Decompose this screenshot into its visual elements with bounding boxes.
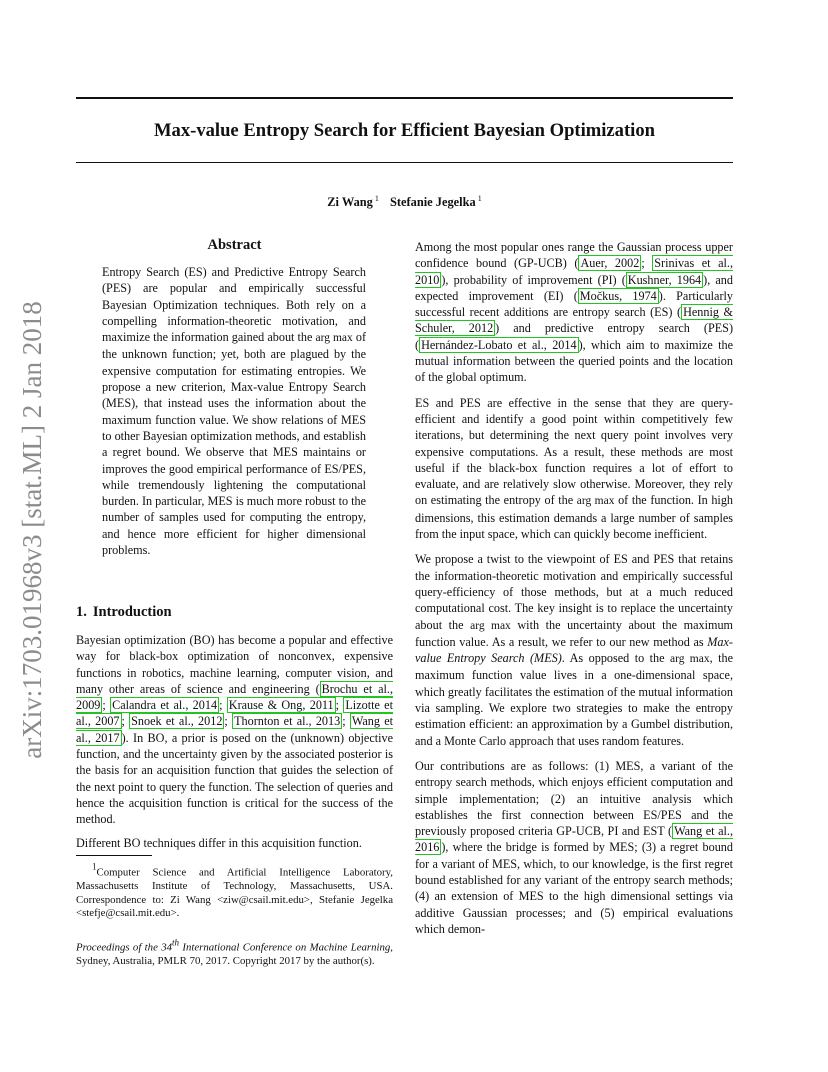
- right-paragraph-3: [415, 551, 733, 749]
- citation-link[interactable]: Wang et al., 2017: [76, 714, 394, 745]
- author-2-affiliation-mark: 1: [477, 194, 482, 203]
- abstract-heading: Abstract: [207, 237, 262, 253]
- proceedings-note: [76, 937, 393, 969]
- text: ). Particularly successful recent additions are entropy search (ES) (: [415, 288, 733, 320]
- abstract-argmax: arg max: [315, 332, 353, 345]
- text: with the uncertainty about the maximum function value. As a result, we refer to our new method as: [415, 617, 734, 649]
- intro-text-tail: ). In BO, a prior is posed on the (unknown) objective function, and the uncertainty given by the associated posterior is the basis for an acquisition function that guides the selection of the next point to query the function. The selection of queries and hence the acquisition function is critical for the success of the method.: [76, 730, 393, 827]
- text: Among the most popular ones range the Gaussian process upper confidence bound (GP-UCB) (: [415, 240, 733, 271]
- proceedings-number: 34: [161, 941, 173, 954]
- text: of the function. In high dimensions, this estimation demands a large number of samples from the input space, which can quickly become inefficient.: [415, 493, 734, 542]
- citation-link[interactable]: Močkus, 1974: [579, 288, 657, 303]
- intro-p2-text: Different BO techniques differ in this acquisition function.: [76, 836, 362, 850]
- author-list: [76, 191, 733, 210]
- author-1: [327, 195, 379, 209]
- text: ), probability of improvement (PI) (: [441, 272, 626, 287]
- section-heading-introduction: [76, 603, 172, 621]
- section-title: Introduction: [92, 604, 172, 620]
- abstract-text-2: of the unknown function; yet, both are plagued by the expensive computation for estimating entropies. We propose a new criterion, Max-value Entropy Search (MES), that instead uses the information about the maximum function value. We show relations of MES to other Bayesian optimization methods, and establish a regret bound. We observe that MES maintains or improves the good empirical performance of ES/PES, while tremendously lightening the computational burden. In particular, MES is much more robust to the number of samples used for computing the entropy, and hence more efficient for higher dimensional problems.: [102, 330, 367, 558]
- footnote-mark-number: 1: [92, 861, 97, 871]
- citation-link[interactable]: Brochu et al., 2009: [76, 681, 393, 713]
- intro-text: Bayesian optimization (BO) has become a popular and effective way for black-box optimization of nonconvex, expensive functions in robotics, machine learning, computer vision, and many other areas of science and engineering (: [76, 633, 393, 696]
- text: ), which aim to maximize the mutual information between the queried points and the location of the global optimum.: [415, 337, 733, 385]
- citation-link[interactable]: Lizotte et al., 2007: [76, 698, 393, 729]
- method-name: Max-value Entropy Search (MES): [415, 634, 733, 666]
- proceedings-italic-1: Proceedings of the: [76, 941, 162, 954]
- right-column: [415, 239, 733, 937]
- citation-link[interactable]: Hernández-Lobato et al., 2014: [421, 337, 577, 352]
- text: ), where the bridge is formed by MES; (3) a regret bound for a variant of MES, which, to our knowledge, is the first regret bound established for any variant of the entropy search methods; (4) an extension of MES to the high dimensional settings via additive Gaussian processes; and (5) empirical evaluations which demon-: [415, 840, 733, 936]
- text: We propose a twist to the viewpoint of ES and PES that retains the information-theoretic motivation and empirically successful query-efficiency of those methods, but at a much reduced computational cost. The key insight is to replace the uncertainty about the: [415, 552, 733, 632]
- argmax: arg max: [576, 495, 615, 508]
- text: ) and predictive entropy search (PES) (: [415, 321, 733, 352]
- paper-title: Max-value Entropy Search for Efficient Bayesian Optimization: [154, 120, 655, 141]
- text: , the maximum function value lives in a one-dimensional space, which greatly facilitates the estimation of the mutual information via sampling. We explore two strategies to make the entropy estimation efficient: an approximation by a Gumbel distribution, and a Monte Carlo approach that uses random features.: [415, 651, 734, 748]
- citation-link[interactable]: Auer, 2002: [580, 256, 640, 271]
- footnote: [76, 862, 393, 968]
- intro-paragraph-2: [76, 835, 393, 851]
- right-paragraph-1: Among the most popular ones range the Gaussian process upper confidence bound (GP-UCB) ( Auer, 2002 ; Srinivas et al., 2010 ), probability of improvement (PI) ( Kushner, 1964 ), and expected improvement (EI) ( Močkus, 1974 ). Particularly successful recent additions are entropy search (ES) ( Hennig & Schuler, 2012 ) and predictive entropy search (PES) ( Hernández-Lobato et al., 2014 ), which aim to maximize the mutual information between the queried points and the location of the global optimum.: [415, 240, 734, 385]
- citation-link[interactable]: Calandra et al., 2014: [112, 698, 218, 713]
- citation-link[interactable]: Kushner, 1964: [627, 272, 702, 287]
- footnote-rule: [76, 855, 152, 856]
- footnote-mark: [92, 861, 97, 877]
- argmax: arg max: [670, 653, 710, 666]
- citation-link[interactable]: Wang et al., 2016: [415, 824, 733, 855]
- section-number: 1.: [76, 604, 87, 620]
- footnote-affiliation: Computer Science and Artificial Intelligence Laboratory, Massachusetts Institute of Technology, Massachusetts, USA. Correspondence to: Zi Wang <ziw@csail.mit.edu>, Stefanie Jegelka <stefje@csail.mit.edu>.: [76, 866, 393, 920]
- right-paragraph-4: [415, 758, 733, 937]
- proceedings-superscript: th: [172, 937, 180, 948]
- citation-link[interactable]: Hennig & Schuler, 2012: [415, 305, 734, 336]
- title-bottom-rule: [76, 162, 733, 163]
- citation-link[interactable]: Thornton et al., 2013: [234, 714, 341, 729]
- abstract-text-1: Entropy Search (ES) and Predictive Entropy Search (PES) are popular and empirically successful Bayesian Optimization techniques. Both rely on a compelling information-theoretic motivation, and maximize the information gained about the: [102, 265, 366, 345]
- author-1-name: Zi Wang: [327, 195, 373, 210]
- text: . As opposed to the: [561, 651, 671, 666]
- arxiv-identifier-stamp: arXiv:1703.01968v3 [stat.ML] 2 Jan 2018: [17, 301, 47, 759]
- text: ES and PES are effective in the sense that they are query-efficient and identify a good point within competitively few iterations, but determining the next query point involves very expensive computations. As a result, these methods are most useful if the black-box function requires a lot of effort to evaluate, and are relatively slow otherwise. Moreover, they rely on estimating the entropy of the: [415, 395, 733, 508]
- author-2-name: Stefanie Jegelka: [389, 195, 476, 210]
- author-2: [390, 195, 482, 209]
- title-top-rule: [76, 97, 733, 99]
- text: Our contributions are as follows: (1) MES, a variant of the entropy search methods, which enjoys efficient computation and simple implementation; (2) an intuitive analysis which establishes the first connection between ES/PES and the previously proposed criteria GP-UCB, PI and EST (: [415, 758, 733, 839]
- citation-link[interactable]: Krause & Ong, 2011: [228, 698, 334, 713]
- citation-link[interactable]: Srinivas et al., 2010: [415, 256, 733, 287]
- text: ), and expected improvement (EI) (: [415, 272, 733, 303]
- proceedings-rest: , Sydney, Australia, PMLR 70, 2017. Copyright 2017 by the author(s).: [76, 941, 393, 967]
- right-paragraph-2: [415, 395, 733, 543]
- abstract-body: [102, 264, 366, 558]
- citation-link[interactable]: Snoek et al., 2012: [131, 714, 223, 729]
- intro-paragraph-1: Bayesian optimization (BO) has become a popular and effective way for black-box optimization of nonconvex, expensive functions in robotics, machine learning, computer vision, and many other areas of science and engineering ( Brochu et al., 2009 ; Calandra et al., 2014 ; Krause & Ong, 2011 ; Lizotte et al., 2007 ; Snoek et al., 2012 ; Thornton et al., 2013 ; Wang et al., 2017 ). In BO, a prior is posed on the (unknown) objective function, and the uncertainty given by the associated posterior is the basis for an acquisition function that guides the selection of the next point to query the function. The selection of queries and hence the acquisition function is critical for the success of the method.: [76, 633, 394, 827]
- proceedings-italic-2: International Conference on Machine Learning: [179, 941, 391, 954]
- author-1-affiliation-mark: 1: [374, 194, 379, 203]
- argmax: arg max: [470, 619, 511, 632]
